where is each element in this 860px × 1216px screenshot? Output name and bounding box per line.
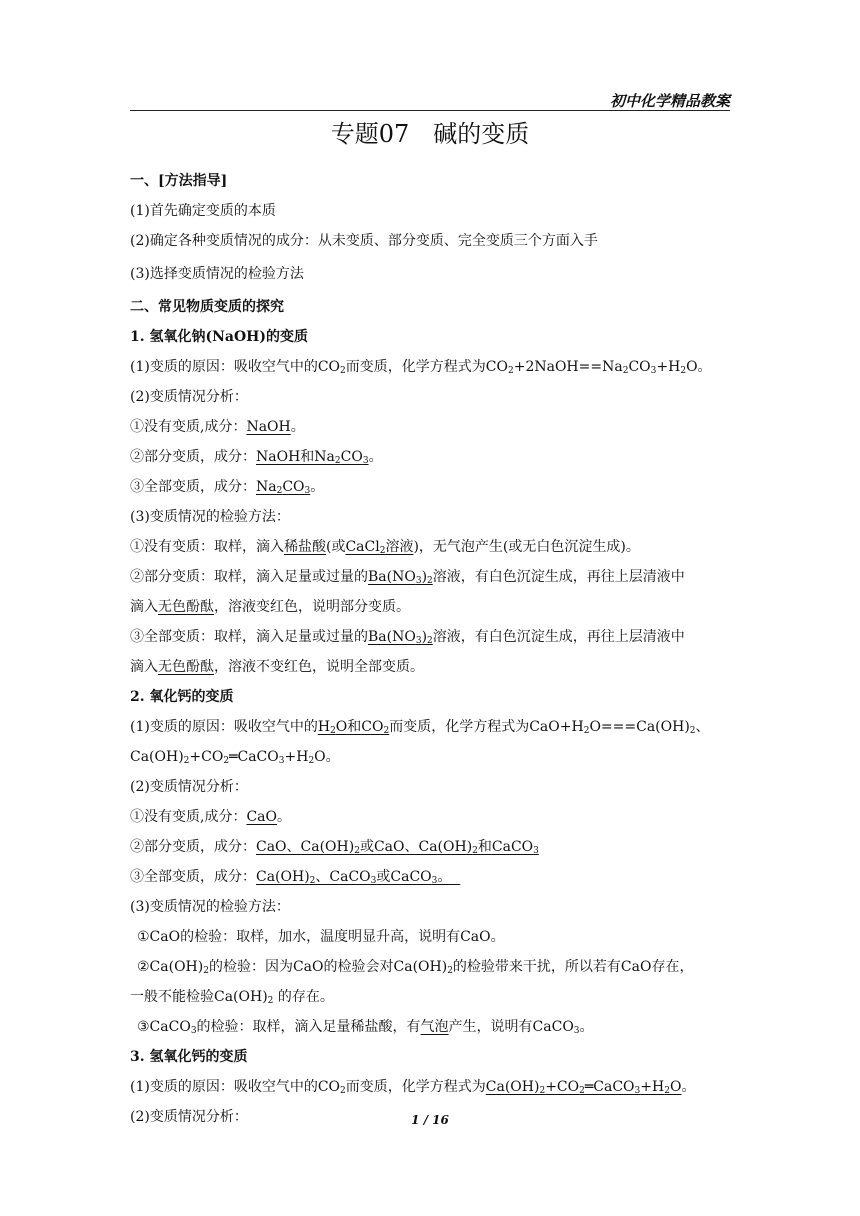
method-item-3: (3)选择变质情况的检验方法 <box>130 266 304 282</box>
subsection-heading-caoh2: 3. 氢氧化钙的变质 <box>130 1049 248 1065</box>
cao-test-caco3: ③CaCO$_3$的检验：取样，滴入足量稀盐酸，有气泡产生，说明有CaCO$_3$。 <box>137 1019 594 1036</box>
section-heading-explore: 二、常见物质变质的探究 <box>130 299 284 315</box>
section-heading-method: 一、[方法指导] <box>130 173 228 189</box>
naoh-full: ③全部变质，成分：$Na_2CO_3$。 <box>130 479 325 496</box>
caoh2-analysis-heading: (2)变质情况分析： <box>130 1109 248 1125</box>
document-body <box>130 166 730 1132</box>
method-item-1: (1)首先确定变质的本质 <box>130 203 276 219</box>
subsection-heading-naoh: 1. 氢氧化钠(NaOH)的变质 <box>130 329 309 345</box>
document-header: 初中化学精品教案 <box>609 92 730 110</box>
cao-test-cao: ①CaO的检验：取样，加水，温度明显升高，说明有CaO。 <box>137 929 505 945</box>
header-divider <box>130 110 730 111</box>
naoh-test-none: ①没有变质：取样，滴入稀盐酸(或CaCl$_2$溶液)，无气泡产生(或无白色沉淀生成)。 <box>130 539 640 556</box>
naoh-test-full-1: ③全部变质：取样，滴入足量或过量的$Ba(NO_3)_2$溶液，有白色沉淀生成，再往上层清液中 <box>130 629 685 646</box>
cao-cause-2: $Ca(OH)_2+CO_2═CaCO_3+H_2O$。 <box>130 749 340 766</box>
naoh-method-heading: (3)变质情况的检验方法： <box>130 509 290 525</box>
cao-test-caoh-2: 一般不能检验$Ca(OH)_2$ 的存在。 <box>130 989 334 1006</box>
caoh2-cause: (1)变质的原因：吸收空气中的$CO_2$而变质，化学方程式为$Ca(OH)_2+CO_2═CaCO_3+H_2O$。 <box>130 1079 696 1096</box>
method-item-2: (2)确定各种变质情况的成分：从未变质、部分变质、完全变质三个方面入手 <box>130 233 598 249</box>
cao-test-caoh-1: $②Ca(OH)_2$的检验：因为CaO的检验会对$Ca(OH)_2$的检验带来干扰，所以若有CaO存在， <box>137 959 694 976</box>
naoh-cause: (1)变质的原因：吸收空气中的$CO_2$而变质，化学方程式为$CO_2+2NaOH==Na_2CO_3+H_2O$。 <box>130 359 712 376</box>
cao-full: ③全部变质，成分：$Ca(OH)_2$、CaCO$_3$或CaCO$_3$。 <box>130 869 452 886</box>
naoh-test-full-2: 滴入无色酚酞，溶液不变红色，说明全部变质。 <box>130 659 424 675</box>
naoh-partial: ②部分变质，成分：NaOH和$Na_2CO_3$。 <box>130 449 383 466</box>
cao-analysis-heading: (2)变质情况分析： <box>130 779 248 795</box>
subsection-heading-cao: 2. 氧化钙的变质 <box>130 689 234 705</box>
cao-method-heading: (3)变质情况的检验方法： <box>130 899 290 915</box>
page-title: 专题07 碱的变质 <box>330 120 530 148</box>
page-number: 1 / 16 <box>411 1113 449 1127</box>
cao-partial: ②部分变质，成分：CaO、$Ca(OH)_2$或CaO、$Ca(OH)_2$和CaCO$_3$ <box>130 839 539 856</box>
naoh-test-partial-1: ②部分变质：取样，滴入足量或过量的$Ba(NO_3)_2$溶液，有白色沉淀生成，再往上层清液中 <box>130 569 685 586</box>
cao-none: ①没有变质,成分：CaO。 <box>130 809 291 825</box>
naoh-none: ①没有变质,成分：NaOH。 <box>130 419 305 435</box>
cao-cause-1: (1)变质的原因：吸收空气中的$H_2O$和$CO_2$而变质，化学方程式为$CaO+H_2O===Ca(OH)_2$、 <box>130 719 710 736</box>
naoh-test-partial-2: 滴入无色酚酞，溶液变红色，说明部分变质。 <box>130 599 410 615</box>
naoh-analysis-heading: (2)变质情况分析： <box>130 389 248 405</box>
